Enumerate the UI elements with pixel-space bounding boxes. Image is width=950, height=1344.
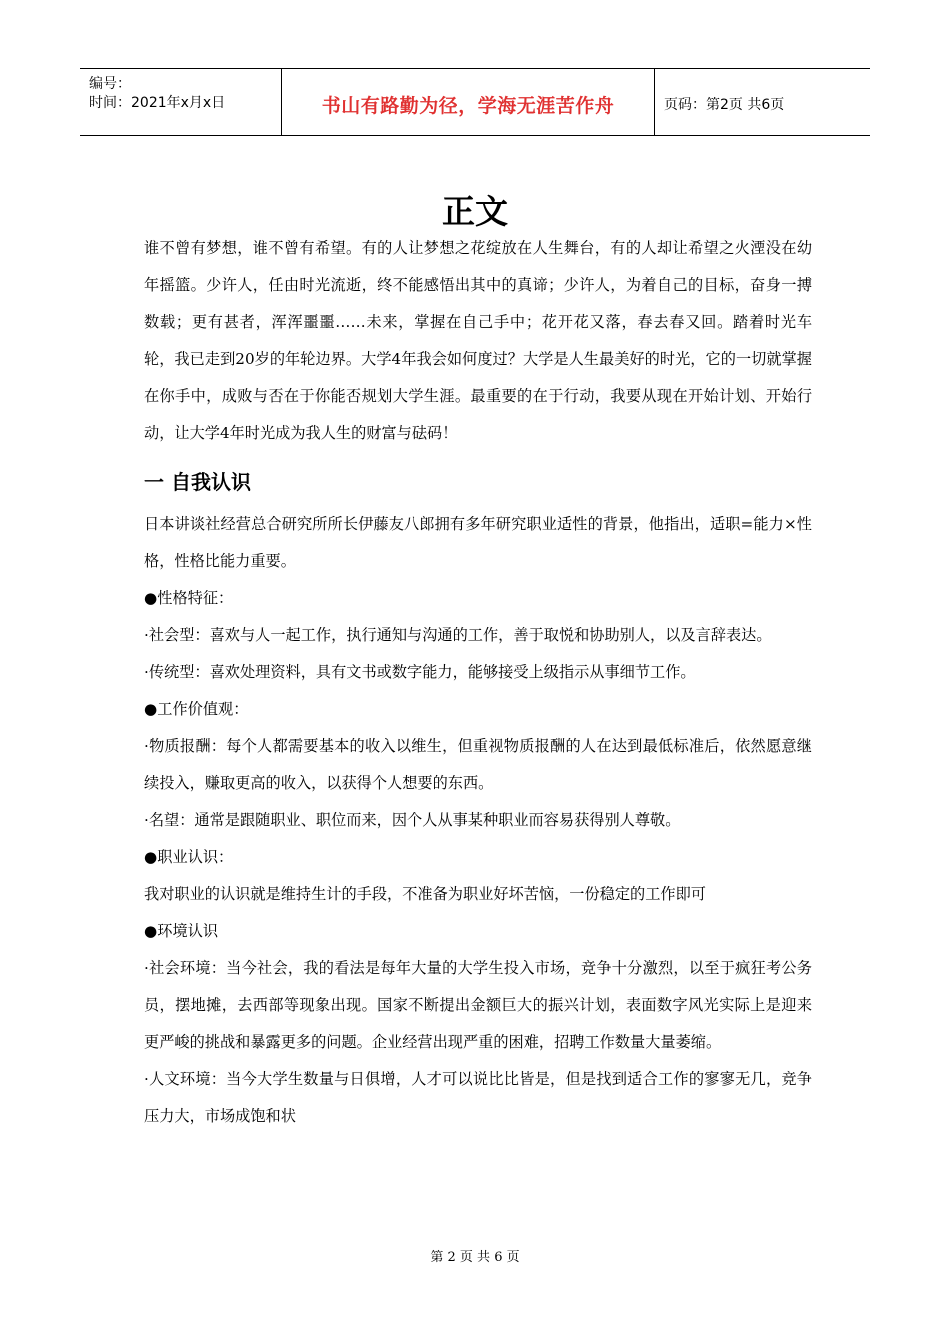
list-item: ·物质报酬：每个人都需要基本的收入以维生，但重视物质报酬的人在达到最低标准后，依然愿意继续投入，赚取更高的收入，以获得个人想要的东西。	[144, 737, 812, 792]
section-heading: 一 自我认识	[144, 470, 251, 494]
page-footer: 第 2 页 共 6 页	[430, 1250, 520, 1265]
document-code: 编号：	[89, 76, 131, 92]
list-item: ·名望：通常是跟随职业、职位而来，因个人从事某种职业而容易获得别人尊敬。	[144, 811, 681, 829]
page-title: 正文	[442, 192, 508, 231]
header-motto-cell	[282, 69, 655, 135]
header-page-cell	[655, 69, 870, 135]
subheading: ●性格特征：	[144, 589, 234, 607]
intro-paragraph: 谁不曾有梦想，谁不曾有希望。有的人让梦想之花绽放在人生舞台，有的人却让希望之火湮没在幼年摇篮。少许人，任由时光流逝，终不能感悟出其中的真谛；少许人，为着自己的目标，奋身一搏数载；更有甚者，浑浑噩噩……未来，掌握在自己手中；花开花又落，春去春又回。踏着时光车轮，我已走到20岁的年轮边界。大学4年我会如何度过？大学是人生最美好的时光，它的一切就掌握在你手中，成败与否在于你能否规划大学生涯。最重要的在于行动，我要从现在开始计划、开始行动，让大学4年时光成为我人生的财富与砝码！	[144, 239, 812, 442]
subheading: ●环境认识	[144, 922, 219, 940]
list-item: ·社会型：喜欢与人一起工作，执行通知与沟通的工作，善于取悦和协助别人，以及言辞表达。	[144, 626, 772, 644]
list-item: ·人文环境：当今大学生数量与日俱增，人才可以说比比皆是，但是找到适合工作的寥寥无几，竞争压力大，市场成饱和状	[144, 1070, 812, 1125]
header-table	[80, 68, 870, 136]
header-info-cell	[80, 69, 282, 135]
document-body	[144, 230, 812, 1135]
subheading: ●工作价值观：	[144, 700, 249, 718]
header-page-info: 页码：第2页 共6页	[664, 97, 785, 113]
document-date: 时间：2021年x月x日	[89, 95, 226, 111]
list-item: ·社会环境：当今社会，我的看法是每年大量的大学生投入市场，竞争十分激烈，以至于疯狂考公务员，摆地摊，去西部等现象出现。国家不断提出金额巨大的振兴计划，表面数字风光实际上是迎来更严峻的挑战和暴露更多的问题。企业经营出现严重的困难，招聘工作数量大量萎缩。	[144, 959, 812, 1051]
paragraph: 日本讲谈社经营总合研究所所长伊藤友八郎拥有多年研究职业适性的背景，他指出，适职=能力×性格，性格比能力重要。	[144, 515, 812, 570]
list-item: ·传统型：喜欢处理资料，具有文书或数字能力，能够接受上级指示从事细节工作。	[144, 663, 696, 681]
subheading: ●职业认识：	[144, 848, 234, 866]
paragraph: 我对职业的认识就是维持生计的手段，不准备为职业好坏苦恼，一份稳定的工作即可	[144, 885, 706, 903]
header-motto: 书山有路勤为径，学海无涯苦作舟	[321, 95, 615, 117]
